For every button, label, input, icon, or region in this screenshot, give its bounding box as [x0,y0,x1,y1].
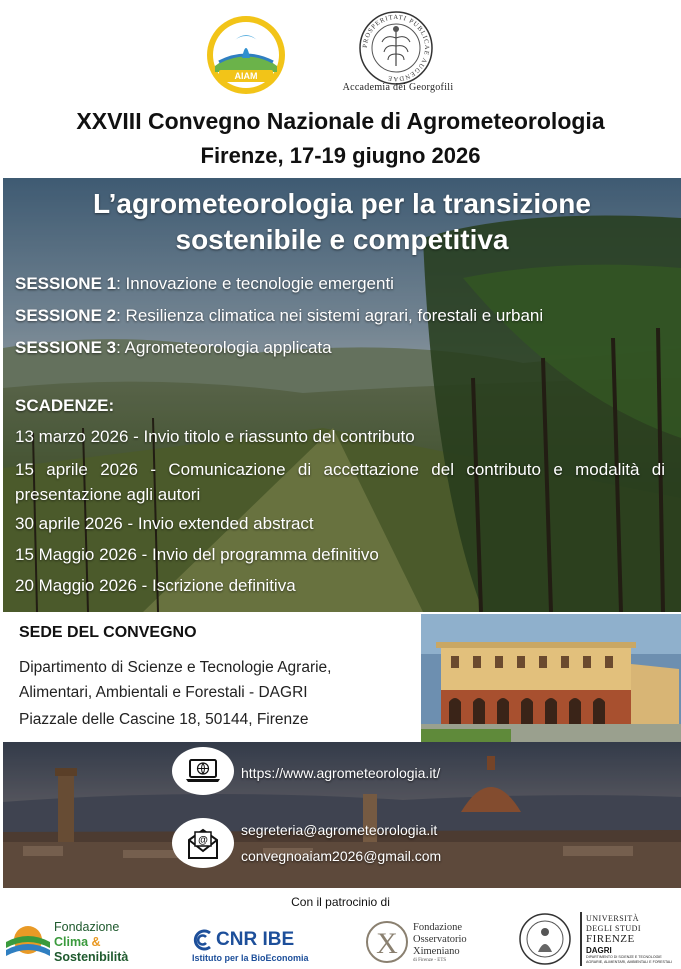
session-3-text: : Agrometeorologia applicata [116,338,332,357]
patronage-label: Con il patrocinio di [291,895,390,909]
clima-logo-icon [4,920,52,964]
ximeniano-line1: Fondazione [413,922,462,933]
unifi-line3: FIRENZE [586,933,635,945]
unifi-dept: DIPARTIMENTO DI SCIENZE E TECNOLOGIE AGRARIE, ALIMENTARI, AMBIENTALI E FORESTALI [586,955,673,964]
deadline-5: 20 Maggio 2026 - Iscrizione definitiva [15,576,296,595]
envelope-at-icon [172,818,234,868]
venue-line-1: Dipartimento di Scienze e Tecnologie Agrarie, [19,659,332,676]
hero-section [3,178,681,612]
hero-title [3,186,681,258]
email-segreteria[interactable]: segreteria@agrometeorologia.it [241,822,438,838]
deadlines-title: SCADENZE: [15,396,115,415]
clima-line3: Sostenibilità [54,950,129,964]
cnr-name: CNR IBE [216,929,295,950]
session-1-text: : Innovazione e tecnologie emergenti [116,274,394,293]
unifi-line2: DEGLI STUDI [586,924,642,933]
email-convegno[interactable]: convegnoaiam2026@gmail.com [241,848,442,864]
deadline-1: 13 marzo 2026 - Invio titolo e riassunto del contributo [15,427,415,446]
georgofili-seal [358,10,434,86]
session-1-label: SESSIONE 1 [15,274,117,293]
deadline-3: 30 aprile 2026 - Invio extended abstract [15,514,314,533]
sponsor-unifi-dagri [516,912,676,968]
unifi-line1: UNIVERSITÀ [586,914,639,923]
session-2-text: : Resilienza climatica nei sistemi agrari, forestali e urbani [116,306,544,325]
hero-title-line2: sostenibile e competitiva [175,224,509,255]
session-1 [15,274,394,294]
svg-text:@: @ [198,835,208,846]
website-icon-circle [172,747,234,795]
clima-line2-word: Clima [54,935,89,949]
cnr-logo-icon [192,929,214,951]
clima-line1: Fondazione [54,920,120,934]
email-icon-circle [172,818,234,868]
ximeniano-line2: Osservatorio [413,934,467,945]
venue-title: SEDE DEL CONVEGNO [19,624,197,641]
sponsor-cnr-ibe [192,928,322,964]
ximeniano-line3: Ximeniano [413,946,460,957]
sponsor-fondazione-clima [4,918,164,966]
sponsor-osservatorio-ximeniano [363,920,483,966]
florence-skyline-photo [3,742,681,888]
unifi-dagri: DAGRI [586,946,612,955]
venue-building-photo [421,614,681,742]
deadline-2: 15 aprile 2026 - Comunicazione di accettazione del contributo e modalità di presentazione agli autori [15,460,665,504]
conference-title: XXVIII Convegno Nazionale di Agrometeorologia [76,108,605,134]
ximeniano-line4: di Firenze - ETS [413,958,447,963]
seal-text: PROSPERITATI PUBLICAE AUGENDAE [361,13,431,83]
laptop-globe-icon [172,747,234,795]
contact-section [3,742,681,888]
svg-text:X: X [376,927,398,960]
venue-address: Piazzale delle Cascine 18, 50144, Firenze [19,711,309,728]
session-3 [15,338,332,358]
session-3-label: SESSIONE 3 [15,338,117,357]
website-link[interactable]: https://www.agrometeorologia.it/ [241,765,441,781]
clima-line2 [54,935,101,949]
aiam-logo-text: AIAM [234,71,258,81]
unifi-divider [580,912,582,966]
session-2-label: SESSIONE 2 [15,306,117,325]
session-2 [15,306,543,326]
conference-date: Firenze, 17-19 giugno 2026 [200,143,481,168]
clima-ampersand: & [91,935,101,949]
venue-line-2: Alimentari, Ambientali e Forestali - DAGRI [19,684,308,701]
hero-title-line1: L’agrometeorologia per la transizione [93,188,591,219]
aiam-logo [205,14,287,96]
unifi-seal-icon [516,912,574,966]
deadline-4: 15 Maggio 2026 - Invio del programma definitivo [15,545,379,564]
ximeniano-logo-icon [363,920,411,964]
cnr-subtitle: Istituto per la BioEconomia [192,953,309,963]
georgofili-name: Accademia dei Georgofili [342,82,454,93]
